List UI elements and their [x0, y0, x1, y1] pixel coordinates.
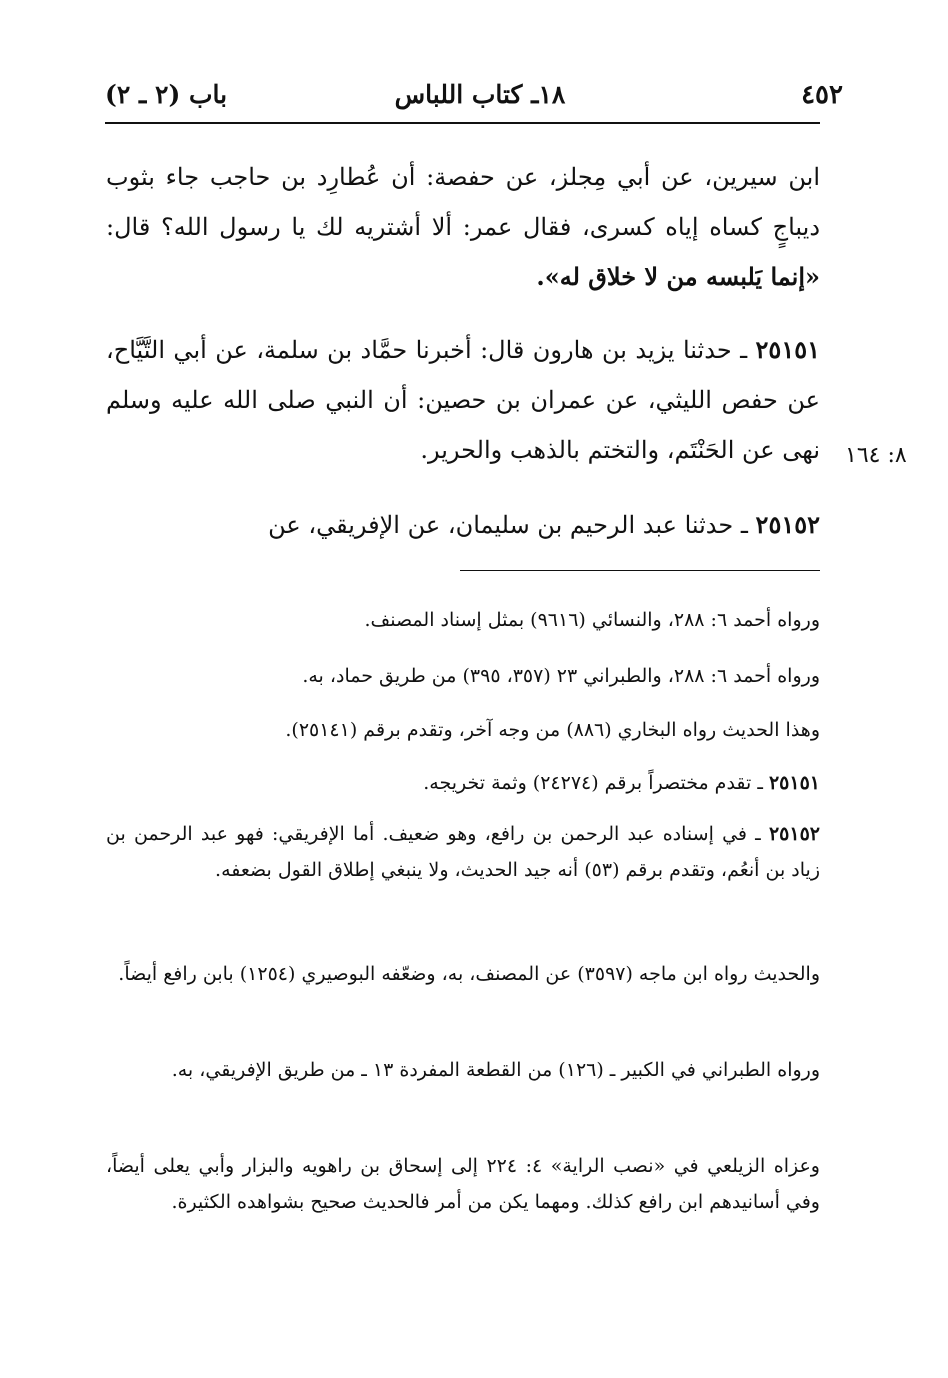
page-number: ٤٥٢	[801, 80, 843, 110]
footnote: وهذا الحديث رواه البخاري (٨٨٦) من وجه آخر، وتقدم برقم (٢٥١٤١).	[285, 719, 820, 741]
footnote-number: ٢٥١٥٢	[768, 823, 820, 845]
book-title: ١٨ـ كتاب اللباس	[394, 80, 566, 109]
footnote: وعزاه الزيلعي في «نصب الراية» ٤: ٢٢٤ إلى إسحاق بن راهويه والبزار وأبي يعلى أيضاً، وفي أسانيدهم ابن رافع كذلك. ومهما يكن من أمر فالحديث صحيح بشواهده الكثيرة.	[106, 1155, 820, 1213]
footnote-25151	[106, 765, 820, 801]
footnote-separator	[460, 570, 820, 571]
footnote-text: ـ تقدم مختصراً برقم (٢٤٢٧٤) وثمة تخريجه.	[423, 772, 763, 794]
hadith-continuation	[106, 152, 820, 302]
footnote: ورواه أحمد ٦: ٢٨٨، والطبراني ٢٣ (٣٥٧، ٣٩٥) من طريق حماد، به.	[302, 665, 820, 687]
footnote: ورواه الطبراني في الكبير ـ (١٢٦) من القطعة المفردة ١٣ ـ من طريق الإفريقي، به.	[171, 1059, 820, 1081]
margin-reference: ٨: ١٦٤	[845, 443, 907, 468]
header-rule	[105, 122, 820, 124]
footnote-number: ٢٥١٥١	[768, 772, 820, 794]
hadith-text: ـ حدثنا عبد الرحيم بن سليمان، عن الإفريقي، عن	[268, 511, 748, 539]
hadith-number: ٢٥١٥٢	[755, 510, 820, 539]
hadith-text: ـ حدثنا يزيد بن هارون قال: أخبرنا حمَّاد بن سلمة، عن أبي التَّيَّاح، عن حفص الليثي، عن عمران بن حصين: أن النبي صلى الله عليه وسلم نهى عن الحَنْتَم، والتختم بالذهب والحرير.	[106, 336, 820, 464]
hadith-text: ابن سيرين، عن أبي مِجلز، عن حفصة: أن عُطارِد بن حاجب جاء بثوب ديباجٍ كساه إياه كسرى، فقال عمر: ألا أشتريه لك يا رسول الله؟ قال:	[106, 163, 820, 241]
footnote: والحديث رواه ابن ماجه (٣٥٩٧) عن المصنف، به، وضعّفه البوصيري (١٢٥٤) بابن رافع أيضاً.	[118, 963, 820, 985]
hadith-25152	[106, 500, 820, 550]
footnote: ورواه أحمد ٦: ٢٨٨، والنسائي (٩٦١٦) بمثل إسناد المصنف.	[364, 609, 820, 631]
hadith-25151	[106, 325, 820, 475]
chapter-label: باب (٢ ـ ٢)	[105, 80, 228, 109]
footnote-25152	[106, 816, 820, 888]
footnote-text: ـ في إسناده عبد الرحمن بن رافع، وهو ضعيف. أما الإفريقي: فهو عبد الرحمن بن زياد بن أنعُم، وتقدم برقم (٥٣) أنه جيد الحديث، ولا ينبغي إطلاق القول بضعفه.	[106, 823, 820, 881]
hadith-number: ٢٥١٥١	[755, 335, 820, 364]
hadith-quote: «إنما يَلبسه من لا خلاق له».	[536, 262, 820, 291]
